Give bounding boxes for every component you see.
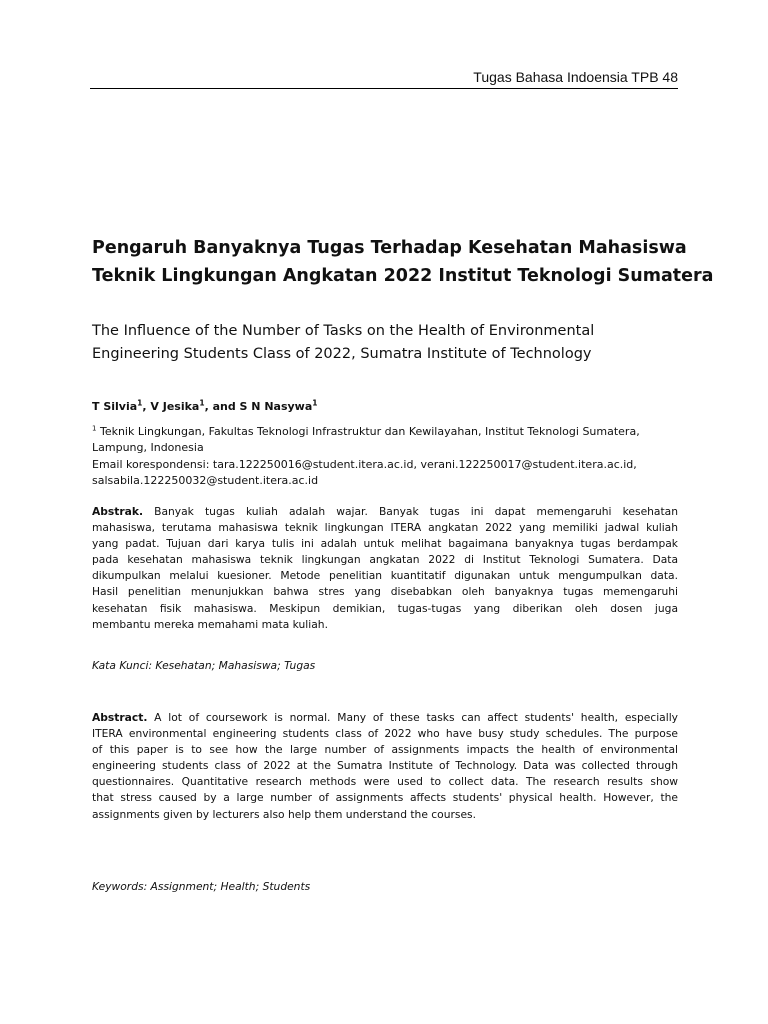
abstrak-line: Hasil penelitian menunjukkan bahwa stres yang disebabkan oleh banyaknya tugas memengaruhi — [92, 585, 678, 599]
abstrak-line: membantu mereka memahami mata kuliah. — [92, 617, 328, 631]
abstrak-line: yang padat. Tujuan dari karya tulis ini adalah untuk melihat bagaimana banyaknya tugas berdampak — [92, 537, 678, 551]
abstract-line: assignments given by lecturers also help them understand the courses. — [92, 807, 476, 821]
keywords-label: Keywords — [92, 880, 144, 893]
subtitle-line: The Influence of the Number of Tasks on the Health of Environmental — [92, 323, 595, 339]
affiliation-block — [92, 424, 682, 489]
kata-kunci-label: Kata Kunci — [92, 659, 149, 672]
kata-kunci-value: : Kesehatan; Mahasiswa; Tugas — [148, 659, 316, 672]
keywords-line — [92, 879, 678, 895]
paper-title-english — [92, 320, 682, 366]
keywords-value: : Assignment; Health; Students — [143, 880, 311, 893]
paper-title-indonesian — [92, 234, 714, 290]
abstract-paragraph — [92, 710, 678, 823]
abstract-label: Abstract. — [92, 711, 148, 724]
abstract-line: questionnaires. Quantitative research methods were used to collect data. The research results show — [92, 775, 678, 789]
affiliation-mark: 1 — [312, 398, 318, 408]
affiliation-line: $^1$ Teknik Lingkungan, Fakultas Teknologi Infrastruktur dan Kewilayahan, Institut Teknologi Sumatera, — [92, 424, 640, 438]
abstrak-line: Abstrak. Banyak tugas kuliah adalah wajar. Banyak tugas ini dapat memengaruhi kesehatan — [92, 505, 678, 518]
abstrak-line: kesehatan fisik mahasiswa. Meskipun demikian, tugas-tugas yang diberikan oleh dosen juga — [92, 601, 678, 615]
abstract-line: Abstract. A lot of coursework is normal. Many of these tasks can affect students' health, especially — [92, 711, 678, 724]
affiliation-mark: 1 — [92, 424, 97, 433]
abstract-line: ITERA environmental engineering students class of 2022 who have busy study schedules. The purpose — [92, 727, 678, 741]
title-line: Teknik Lingkungan Angkatan 2022 Institut Teknologi Sumatera — [92, 266, 714, 286]
title-line: Pengaruh Banyaknya Tugas Terhadap Kesehatan Mahasiswa — [92, 238, 687, 258]
author-name: T Silvia — [92, 400, 138, 413]
kata-kunci-line — [92, 658, 678, 674]
affiliation-mark: 1 — [137, 398, 143, 408]
abstract-line: that stress caused by a large number of assignments affects students' physical health. However, the — [92, 791, 678, 805]
author-name: , V Jesika — [142, 400, 200, 413]
abstract-line: of this paper is to see how the large number of assignments impacts the health of environmental — [92, 743, 678, 757]
running-header: Tugas Bahasa Indoensia TPB 48 — [473, 69, 678, 85]
abstrak-line: dikumpulkan melalui kuesioner. Metode penelitian kuantitatif digunakan untuk mengumpulkan data. — [92, 569, 678, 583]
abstrak-paragraph — [92, 504, 678, 633]
abstrak-label: Abstrak. — [92, 505, 144, 518]
abstrak-line: mahasiswa, terutama mahasiswa teknik lingkungan ITERA angkatan 2022 yang memiliki jadwal kuliah — [92, 521, 678, 535]
abstract-line: engineering students class of 2022 at the Sumatra Institute of Technology. Data was collected through — [92, 759, 678, 773]
email-line: salsabila.122250032@student.itera.ac.id — [92, 473, 319, 487]
affiliation-line: Lampung, Indonesia — [92, 441, 204, 455]
abstrak-line: pada kesehatan mahasiswa teknik lingkungan angkatan 2022 di Institut Teknologi Sumatera. Data — [92, 553, 678, 567]
subtitle-line: Engineering Students Class of 2022, Sumatra Institute of Technology — [92, 346, 592, 362]
affiliation-mark: 1 — [199, 398, 205, 408]
header-rule — [90, 88, 678, 89]
author-name: , and S N Nasywa — [204, 400, 313, 413]
email-line: Email korespondensi: tara.122250016@student.itera.ac.id, verani.122250017@student.itera.ac.id, — [92, 457, 637, 471]
author-list — [92, 399, 682, 415]
